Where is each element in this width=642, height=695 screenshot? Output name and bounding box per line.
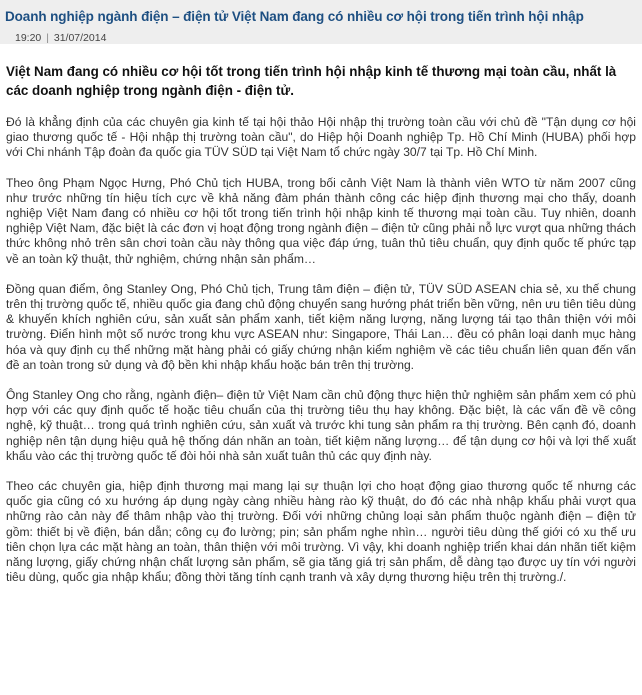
article-paragraph: Đó là khẳng định của các chuyên gia kinh tế tại hội thảo Hội nhập thị trường toàn cầu với chủ đề "Tận dụng cơ hội giao thương quốc tế - Hội nhập thị trường toàn cầu", do Hiệp hội Doanh nghiệp Tp. Hồ Chí Minh (HUBA) phối hợp với Chi nhánh Tập đoàn đa quốc gia TÜV SÜD tại Việt Nam tổ chức ngày 30/7 tại Tp. Hồ Chí Minh. — [6, 115, 636, 160]
article-paragraph: Theo ông Phạm Ngọc Hưng, Phó Chủ tịch HUBA, trong bối cảnh Việt Nam là thành viên WTO từ năm 2007 cũng như trước những tín hiệu tích cực về khả năng đàm phán thành công các hiệp định thương mại cho thấy, doanh nghiệp Việt Nam đang có nhiều cơ hội tốt trong tiến trình hội nhập kinh tế thương mại toàn cầu. Tuy nhiên, doanh nghiệp Việt Nam, đặc biệt là các đơn vị hoạt động trong ngành điện – điện tử cũng phải nỗ lực vượt qua những thách thức không nhỏ trên sân chơi toàn cầu này thông qua việc đáp ứng, tuân thủ tiêu chuẩn, quy định quốc tế phức tạp về an toàn kỹ thuật, thử nghiệm, chứng nhận sản phẩm… — [6, 175, 636, 266]
publish-date: 31/07/2014 — [53, 32, 107, 44]
article-paragraph: Theo các chuyên gia, hiệp định thương mại mang lại sự thuận lợi cho hoạt động giao thương quốc tế nhưng các quốc gia cũng có xu hướng áp dụng ngày càng nhiều hàng rào kỹ thuật, do đó các nhà nhập khẩu phải vượt qua những rào cản này để thâm nhập vào thị trường. Đối với những chủng loại sản phẩm thuộc ngành điện – điện tử gồm: thiết bị về điện, bán dẫn; công cụ đo lường; pin; sản phẩm nghe nhìn… người tiêu dùng thế giới có xu thế ưu tiên chọn lựa các mặt hàng an toàn, thân thiện với môi trường. Vì vậy, khi doanh nghiệp triển khai dán nhãn tiết kiệm năng lượng, giấy chứng nhận chất lượng sản phẩm, sẽ gia tăng giá trị sản phẩm, dễ dàng tạo được uy tín với người tiêu dùng, quốc gia nhập khẩu; đồng thời tăng tính cạnh tranh và xây dựng thương hiệu trên thị trường./. — [6, 479, 636, 585]
dateline-separator: | — [46, 32, 49, 44]
article-dateline — [15, 32, 106, 44]
article-header — [0, 0, 642, 44]
article-lead: Việt Nam đang có nhiều cơ hội tốt trong tiến trình hội nhập kinh tế thương mại toàn cầu, nhất là các doanh nghiệp trong ngành điện - điện tử. — [6, 64, 617, 98]
publish-time: 19:20 — [15, 32, 42, 44]
article-title[interactable]: Doanh nghiệp ngành điện – điện tử Việt Nam đang có nhiều cơ hội trong tiến trình hội nhập — [5, 9, 584, 24]
article-paragraph: Đồng quan điểm, ông Stanley Ong, Phó Chủ tịch, Trung tâm điện – điện tử, TÜV SÜD ASEAN chia sẻ, xu thế chung trên thị trường quốc tế, nhiều quốc gia đang chủ động chuyển sang hướng phát triển bền vững, nên ưu tiên tiêu dùng & khuyến khích nghiên cứu, sản xuất sản phẩm xanh, tiết kiệm năng lượng, năng lượng tái tạo thân thiện với môi trường. Điển hình một số nước trong khu vực ASEAN như: Singapore, Thái Lan… đều có phân loại danh mục hàng hóa và quy định cụ thể những mặt hàng phải có giấy chứng nhận kiểm nghiệm về các tiêu chuẩn liên quan đến vấn đề an toàn trong sử dụng và độ bền khi nhập khẩu hoặc bán trên thị trường. — [6, 281, 636, 372]
article-paragraph: Ông Stanley Ong cho rằng, ngành điện– điện tử Việt Nam cần chủ động thực hiện thử nghiệm sản phẩm xem có phù hợp với các quy định quốc tế hoặc tiêu chuẩn của thị trường tiêu thụ hay không. Đặc biệt, là các vấn đề về công nghệ, kỹ thuật… trong quá trình nghiên cứu, sản xuất và trước khi tung sản phẩm ra thị trường. Bên cạnh đó, doanh nghiệp nên tận dụng hiệu quả hệ thống dán nhãn an toàn, tiết kiệm năng lượng… để tận dụng cơ hội và lợi thế xuất khẩu vào các thị trường quốc tế đòi hỏi nhà sản xuất tuân thủ các quy định này. — [6, 388, 636, 463]
article-body — [6, 62, 636, 600]
